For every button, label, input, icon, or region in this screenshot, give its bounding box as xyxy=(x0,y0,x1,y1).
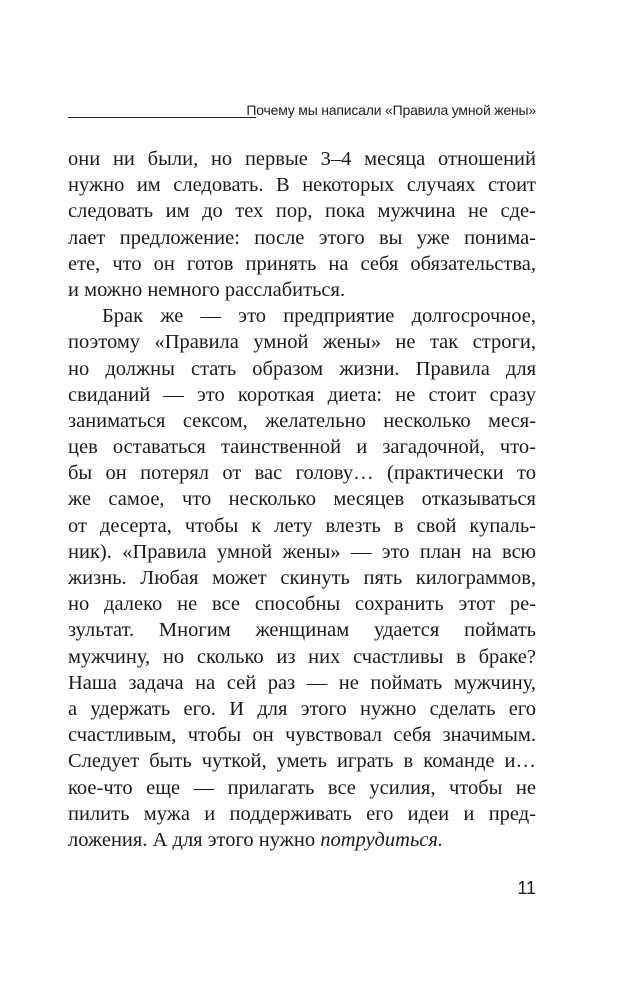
text-line: цев оставаться таинственной и загадочной, что- xyxy=(68,436,536,459)
text-line-prefix: ложения. А для этого нужно xyxy=(68,828,321,851)
text-line: а удержать его. И для этого нужно сделать его xyxy=(68,697,536,720)
text-line: ете, что он готов принять на себя обязательства, xyxy=(68,252,536,275)
text-line: пилить мужа и поддерживать его идеи и пред- xyxy=(68,802,536,825)
body-text xyxy=(68,146,536,853)
text-line: но далеко не все способны сохранить этот ре- xyxy=(68,593,536,616)
text-line: следовать им до тех пор, пока мужчина не сде- xyxy=(68,200,536,223)
running-header xyxy=(68,100,536,122)
text-line: но должны стать образом жизни. Правила для xyxy=(68,357,536,380)
text-line: счастливым, чтобы он чувствовал себя значимым. xyxy=(68,724,536,747)
emphasized-word: потрудиться. xyxy=(320,828,444,851)
text-line: бы он потерял от вас голову… (практически то xyxy=(68,462,536,485)
text-line: ник). «Правила умной жены» — это план на всю xyxy=(68,540,536,563)
text-line: нужно им следовать. В некоторых случаях стоит xyxy=(68,174,536,197)
chapter-title: Почему мы написали «Правила умной жены» xyxy=(246,102,536,118)
text-line: мужчину, но сколько из них счастливы в браке? xyxy=(68,645,536,668)
text-line: заниматься сексом, желательно несколько меся- xyxy=(68,409,536,432)
text-line: от десерта, чтобы к лету влезть в свой купаль- xyxy=(68,514,536,537)
text-line: свиданий — это короткая диета: не стоит сразу xyxy=(68,383,536,406)
text-line: и можно немного расслабиться. xyxy=(68,278,346,301)
text-line: они ни были, но первые 3–4 месяца отношений xyxy=(68,148,536,170)
text-line: зультат. Многим женщинам удается поймать xyxy=(68,619,536,642)
text-line: поэтому «Правила умной жены» не так строги, xyxy=(68,331,536,354)
text-line: жизнь. Любая может скинуть пять килограммов, xyxy=(68,567,536,589)
text-line: Следует быть чуткой, уметь играть в команде и… xyxy=(68,750,536,773)
text-line: кое-что еще — прилагать все усилия, чтобы не xyxy=(68,776,536,799)
text-line: Наша задача на сей раз — не поймать мужчину, xyxy=(68,671,536,694)
text-line: же самое, что несколько месяцев отказываться xyxy=(68,488,536,511)
text-line-final xyxy=(68,827,536,853)
text-line: лает предложение: после этого вы уже понима- xyxy=(68,226,536,249)
text-line: Брак же — это предприятие долгосрочное, xyxy=(102,305,536,328)
header-rule xyxy=(68,117,256,118)
page-number: 11 xyxy=(517,878,536,898)
